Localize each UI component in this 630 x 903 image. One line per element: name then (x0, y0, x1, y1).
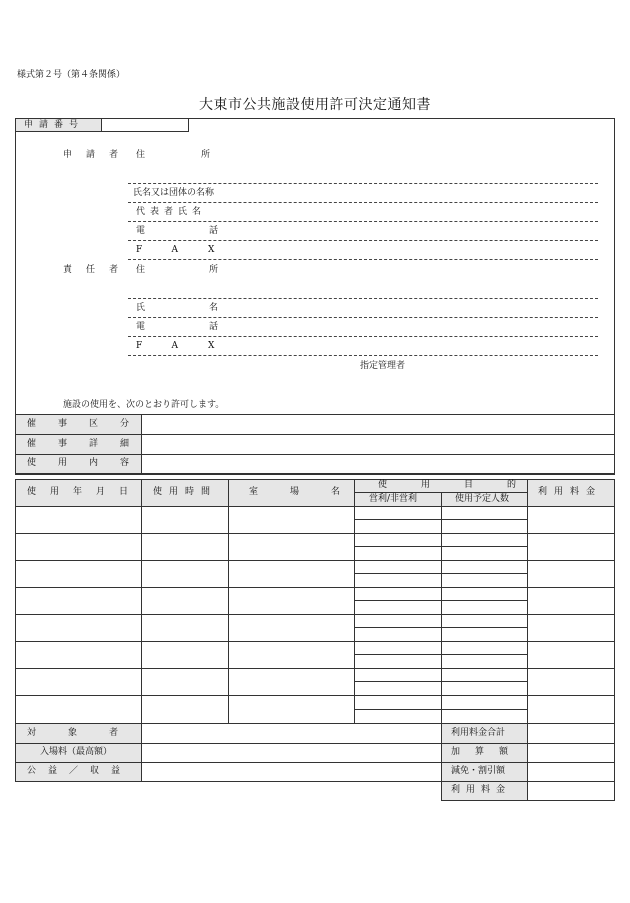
public-profit-label: 公益／収益 (27, 766, 133, 776)
applicant-name-label: 氏名又は団体の名称 (133, 188, 215, 198)
responsible-fax-line[interactable] (128, 355, 598, 356)
application-number-field[interactable] (101, 118, 189, 132)
applicant-fax-label: FAX (136, 245, 245, 255)
target-field[interactable] (142, 724, 441, 742)
fee-total-field[interactable] (528, 724, 614, 742)
room-header: 室場名 (249, 487, 373, 497)
fee-header: 利用料金 (538, 487, 603, 497)
event-category-label: 催事区分 (27, 419, 152, 429)
responsible-phone-label: 電話 (136, 322, 283, 332)
surcharge-label: 加算額 (451, 747, 524, 757)
form-number-label: 様式第２号（第４条関係） (17, 70, 126, 80)
document-title: 大東市公共施設使用許可決定通知書 (199, 97, 431, 113)
applicant-phone-label: 電話 (136, 226, 283, 236)
applicant-representative-line[interactable] (128, 221, 598, 222)
date-header: 使用年月日 (27, 487, 143, 497)
applicant-role: 申請者 (63, 150, 133, 160)
admission-fee-label: 入場料（最高額） (40, 747, 113, 757)
responsible-role: 責任者 (63, 265, 133, 275)
responsible-name-label: 氏名 (136, 303, 283, 313)
applicant-phone-line[interactable] (128, 240, 598, 241)
responsible-address-line[interactable] (128, 298, 598, 299)
attendees-header: 使用予定人数 (455, 494, 510, 504)
application-number-text: 申請番号 (24, 120, 85, 130)
application-number-label (24, 121, 94, 130)
permission-statement: 施設の使用を、次のとおり許可します。 (63, 400, 225, 410)
discount-label: 減免・割引額 (451, 766, 506, 776)
admission-fee-field[interactable] (142, 744, 441, 761)
applicant-address-line[interactable] (128, 183, 598, 184)
applicant-representative-label: 代表者氏名 (136, 207, 207, 217)
applicant-address-label: 住所 (136, 150, 267, 160)
applicant-address-label-wrap (136, 150, 267, 160)
applicant-name-line[interactable] (128, 202, 598, 203)
usage-content-label: 使用内容 (27, 458, 152, 468)
designated-manager: 指定管理者 (360, 361, 406, 371)
event-category-field[interactable] (142, 415, 614, 433)
event-detail-label: 催事詳細 (27, 439, 152, 449)
responsible-address-label: 住所 (136, 265, 283, 275)
usage-content-field[interactable] (142, 455, 614, 473)
purpose-header: 使用目的 (378, 480, 551, 490)
usage-table (15, 479, 615, 724)
responsible-phone-line[interactable] (128, 336, 598, 337)
time-header: 使用時間 (153, 487, 218, 497)
fee-total-label: 利用料金合計 (451, 728, 506, 738)
final-fee-label: 利用料金 (451, 785, 512, 795)
target-label: 対象者 (27, 728, 151, 738)
applicant-fax-line[interactable] (128, 259, 598, 260)
event-detail-field[interactable] (142, 435, 614, 453)
public-profit-field[interactable] (142, 763, 441, 781)
responsible-name-line[interactable] (128, 317, 598, 318)
profit-header: 営利/非営利 (369, 494, 418, 504)
discount-field[interactable] (528, 763, 614, 781)
final-fee-field[interactable] (528, 782, 614, 800)
responsible-fax-label: FAX (136, 341, 245, 351)
surcharge-field[interactable] (528, 744, 614, 761)
